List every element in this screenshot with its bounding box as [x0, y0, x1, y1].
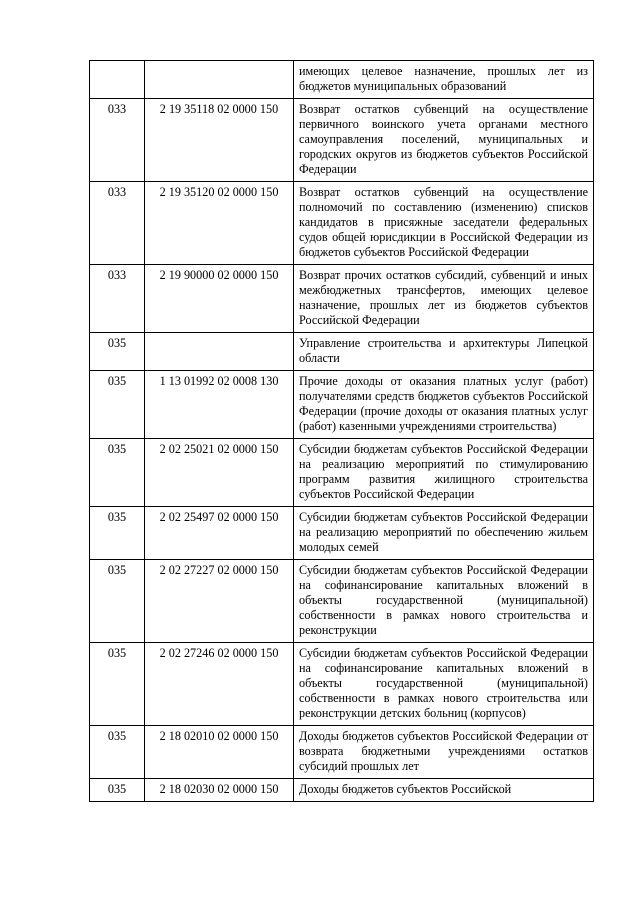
table-row [90, 726, 594, 779]
admin-code-cell: 035 [90, 333, 145, 371]
table-row [90, 265, 594, 333]
budget-code-cell: 2 02 25021 02 0000 150 [145, 439, 294, 507]
table-row [90, 333, 594, 371]
budget-code-cell: 2 19 35118 02 0000 150 [145, 99, 294, 182]
admin-code-cell: 033 [90, 182, 145, 265]
income-name-cell: Возврат прочих остатков субсидий, субвенций и иных межбюджетных трансфертов, имеющих целевое назначение, прошлых лет из бюджетов субъектов Российской Федерации [294, 265, 594, 333]
table-row [90, 643, 594, 726]
income-name-cell: имеющих целевое назначение, прошлых лет из бюджетов муниципальных образований [294, 61, 594, 99]
admin-code-cell: 035 [90, 643, 145, 726]
income-name-cell: Субсидии бюджетам субъектов Российской Федерации на реализацию мероприятий по обеспечению жильем молодых семей [294, 507, 594, 560]
budget-code-cell: 2 18 02030 02 0000 150 [145, 779, 294, 802]
income-name-cell: Возврат остатков субвенций на осуществление первичного воинского учета органами местного самоуправления поселений, муниципальных и городских округов из бюджетов субъектов Российской Федерации [294, 99, 594, 182]
table-row [90, 779, 594, 802]
document-page [89, 60, 593, 802]
admin-code-cell [90, 61, 145, 99]
budget-code-cell: 2 18 02010 02 0000 150 [145, 726, 294, 779]
table-row [90, 61, 594, 99]
admin-code-cell: 033 [90, 265, 145, 333]
budget-code-cell: 2 19 35120 02 0000 150 [145, 182, 294, 265]
table-row [90, 507, 594, 560]
budget-code-cell [145, 61, 294, 99]
budget-code-cell: 2 02 27246 02 0000 150 [145, 643, 294, 726]
admin-code-cell: 035 [90, 779, 145, 802]
table-row [90, 182, 594, 265]
table-row [90, 560, 594, 643]
table-row [90, 371, 594, 439]
table-row [90, 99, 594, 182]
income-name-cell: Субсидии бюджетам субъектов Российской Федерации на софинансирование капитальных вложений в объекты государственной (муниципальной) собственности в рамках нового строительства или реконструкции детских больниц (корпусов) [294, 643, 594, 726]
admin-code-cell: 033 [90, 99, 145, 182]
budget-code-cell: 2 02 27227 02 0000 150 [145, 560, 294, 643]
budget-codes-table [89, 60, 594, 802]
admin-code-cell: 035 [90, 507, 145, 560]
income-name-cell: Субсидии бюджетам субъектов Российской Федерации на софинансирование капитальных вложений в объекты государственной (муниципальной) собственности в рамках нового строительства и реконструкции [294, 560, 594, 643]
income-name-cell: Управление строительства и архитектуры Липецкой области [294, 333, 594, 371]
income-name-cell: Прочие доходы от оказания платных услуг (работ) получателями средств бюджетов субъектов Российской Федерации (прочие доходы от оказания платных услуг (работ) казенными учреждениями строительства) [294, 371, 594, 439]
admin-code-cell: 035 [90, 439, 145, 507]
admin-code-cell: 035 [90, 371, 145, 439]
income-name-cell: Доходы бюджетов субъектов Российской [294, 779, 594, 802]
admin-code-cell: 035 [90, 726, 145, 779]
income-name-cell: Доходы бюджетов субъектов Российской Федерации от возврата бюджетными учреждениями остатков субсидий прошлых лет [294, 726, 594, 779]
budget-code-cell: 2 02 25497 02 0000 150 [145, 507, 294, 560]
budget-code-cell: 2 19 90000 02 0000 150 [145, 265, 294, 333]
budget-code-cell: 1 13 01992 02 0008 130 [145, 371, 294, 439]
budget-code-cell [145, 333, 294, 371]
income-name-cell: Субсидии бюджетам субъектов Российской Федерации на реализацию мероприятий по стимулированию программ развития жилищного строительства субъектов Российской Федерации [294, 439, 594, 507]
table-row [90, 439, 594, 507]
admin-code-cell: 035 [90, 560, 145, 643]
income-name-cell: Возврат остатков субвенций на осуществление полномочий по составлению (изменению) списков кандидатов в присяжные заседатели федеральных судов общей юрисдикции в Российской Федерации из бюджетов субъектов Российской Федерации [294, 182, 594, 265]
